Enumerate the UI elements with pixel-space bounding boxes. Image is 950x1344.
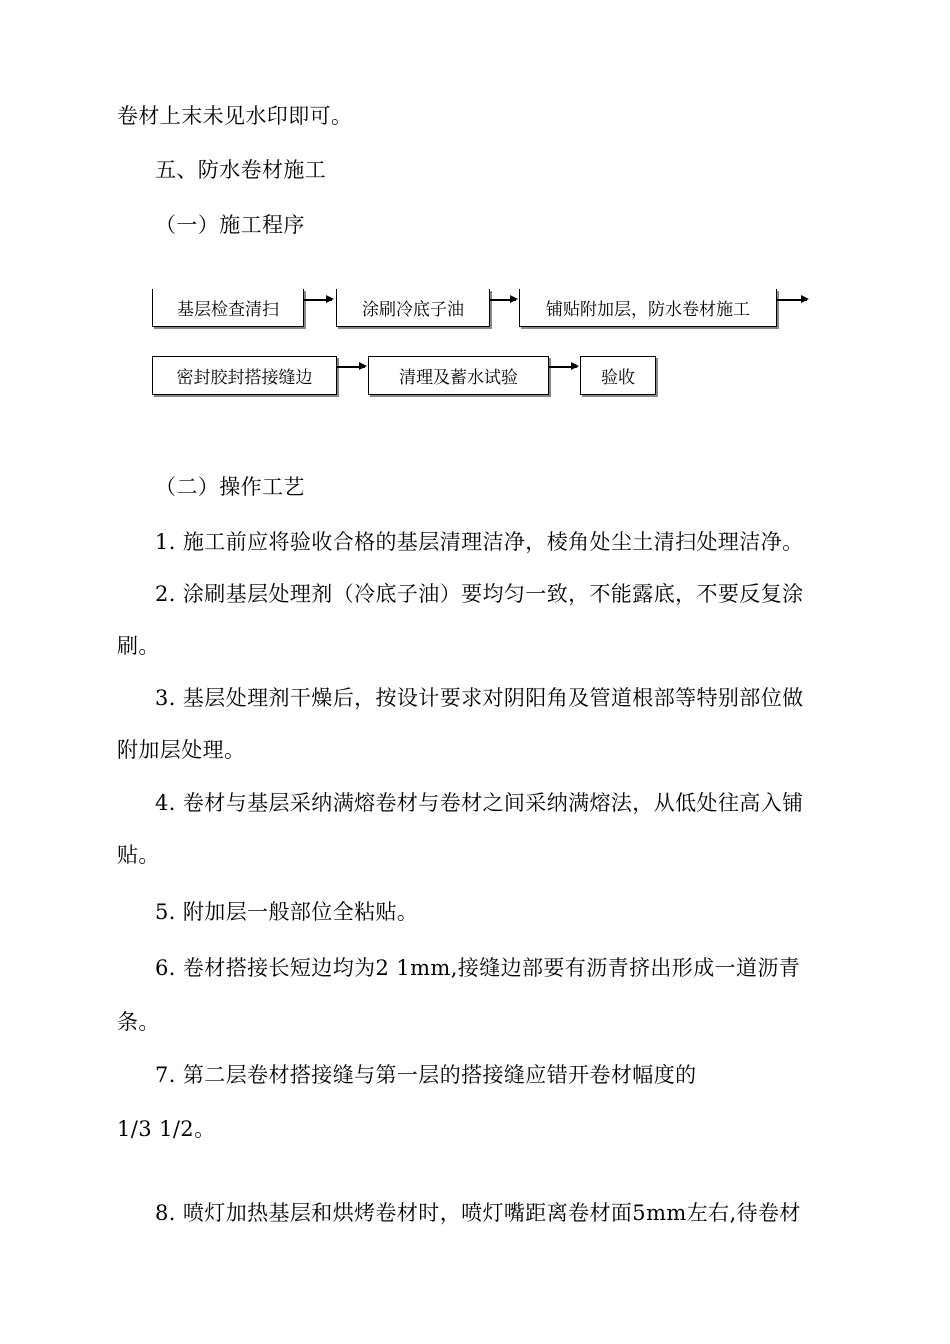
item-4-line-2: 贴。 [117, 843, 160, 867]
flow-arrow-5 [549, 366, 577, 368]
flow-step-1: 基层检查清扫 [152, 289, 304, 327]
item-3-line-2: 附加层处理。 [117, 738, 246, 762]
flow-arrow-2 [490, 299, 516, 301]
item-6-line-2: 条。 [117, 1010, 160, 1034]
item-1: 1. 施工前应将验收合格的基层清理洁净，棱角处尘土清扫处理洁净。 [155, 530, 804, 554]
flow-step-4: 密封胶封搭接缝边 [152, 356, 337, 395]
item-3-line-1: 3. 基层处理剂干燥后，按设计要求对阴阳角及管道根部等特别部位做 [155, 686, 804, 710]
item-7-line-1: 7. 第二层卷材搭接缝与第一层的搭接缝应错开卷材幅度的 [155, 1063, 697, 1087]
flow-arrow-4 [337, 366, 365, 368]
text-line-intro: 卷材上末未见水印即可。 [117, 104, 353, 128]
flow-step-3: 铺贴附加层，防水卷材施工 [519, 289, 777, 327]
section-heading-5: 五、防水卷材施工 [155, 158, 327, 182]
flow-arrow-1 [304, 299, 332, 301]
item-2-line-1: 2. 涂刷基层处理剂（冷底子油）要均匀一致，不能露底，不要反复涂 [155, 582, 804, 606]
flow-step-5: 清理及蓄水试验 [368, 356, 549, 395]
item-6-line-1: 6. 卷材搭接长短边均为2 1mm,接缝边部要有沥青挤出形成一道沥青 [155, 956, 801, 980]
item-5: 5. 附加层一般部位全粘贴。 [155, 900, 419, 924]
item-4-line-1: 4. 卷材与基层采纳满熔卷材与卷材之间采纳满熔法，从低处往高入铺 [155, 791, 804, 815]
flow-step-6: 验收 [580, 356, 656, 395]
flow-step-2: 涂刷冷底子油 [336, 289, 490, 327]
subheading-procedure: （一）施工程序 [155, 213, 305, 237]
flow-arrow-3 [777, 299, 807, 301]
item-2-line-2: 刷。 [117, 634, 160, 658]
item-7-line-2: 1/3 1/2。 [117, 1117, 216, 1141]
item-8-line-1: 8. 喷灯加热基层和烘烤卷材时，喷灯嘴距离卷材面5mm左右,待卷材 [155, 1201, 801, 1225]
subheading-process: （二）操作工艺 [155, 475, 305, 499]
